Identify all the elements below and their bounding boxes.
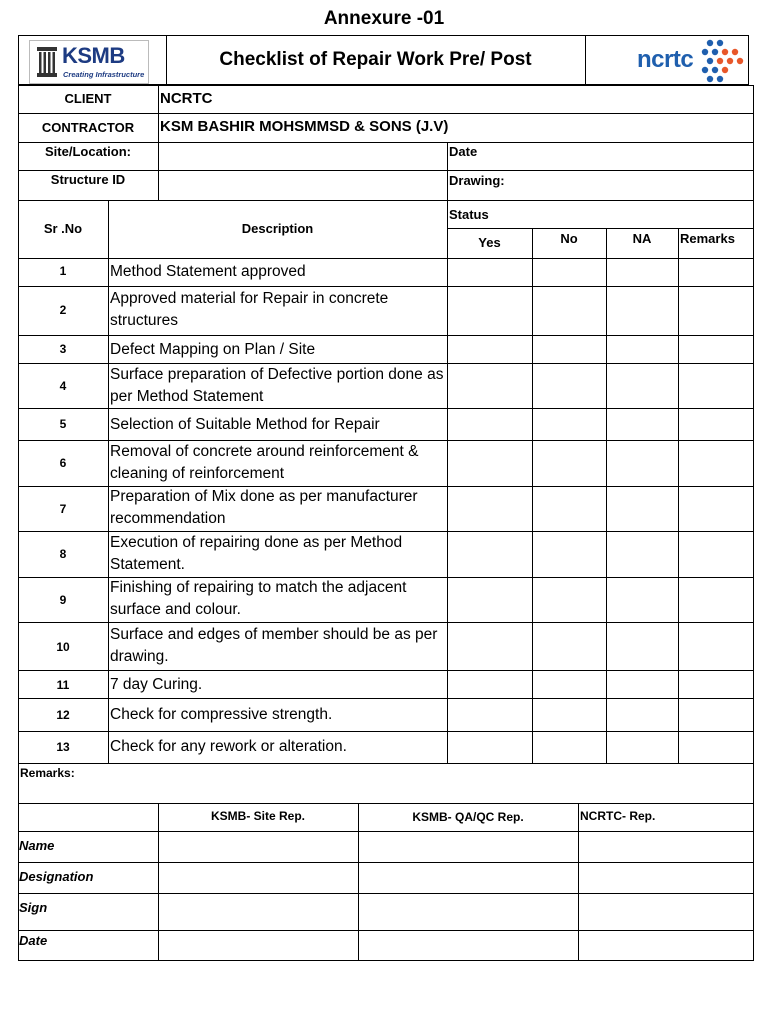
- ksmb-logo-cell: [19, 36, 167, 84]
- row-number: 13: [56, 740, 70, 754]
- row-number: 4: [59, 379, 67, 393]
- sr-no-header: Sr .No: [43, 221, 83, 236]
- structure-id-label: Structure ID: [50, 172, 126, 187]
- ksmb-logo-text: KSMB: [62, 43, 125, 68]
- ksmb-site-rep-header: KSMB- Site Rep.: [210, 809, 305, 823]
- status-yes-header: Yes: [478, 235, 501, 250]
- status-na-header: NA: [632, 231, 652, 246]
- status-no-header: No: [560, 231, 578, 246]
- status-remarks-header: Remarks: [680, 231, 735, 246]
- site-location-label: Site/Location:: [45, 144, 131, 159]
- row-description: Approved material for Repair in concrete structures: [110, 290, 389, 329]
- row-description: Defect Mapping on Plan / Site: [110, 341, 316, 358]
- contractor-value: KSM BASHIR MOHSMMSD & SONS (J.V): [160, 118, 449, 135]
- date-label: Date: [449, 144, 478, 159]
- row-number: 3: [59, 342, 67, 356]
- row-description: Surface preparation of Defective portion done as per Method Statement: [110, 366, 444, 405]
- client-value: NCRTC: [160, 90, 213, 107]
- ksmb-tagline: Creating Infrastructure: [63, 70, 145, 79]
- client-label: CLIENT: [64, 91, 112, 106]
- ncrtc-logo-cell: [585, 36, 748, 84]
- form-title: Checklist of Repair Work Pre/ Post: [166, 36, 586, 84]
- row-number: 1: [59, 264, 67, 278]
- contractor-label: CONTRACTOR: [41, 120, 135, 135]
- annexure-title: Annexure -01: [323, 8, 445, 29]
- remarks-label: Remarks:: [20, 766, 75, 780]
- signoff-sign-label: Sign: [19, 900, 48, 915]
- row-description: 7 day Curing.: [110, 676, 203, 693]
- row-number: 2: [59, 303, 67, 317]
- row-description: Check for compressive strength.: [110, 706, 333, 723]
- status-header: Status: [449, 207, 489, 222]
- row-description: Surface and edges of member should be as per drawing.: [110, 626, 438, 665]
- signoff-name-label: Name: [19, 838, 55, 853]
- row-number: 12: [56, 708, 70, 722]
- row-number: 9: [59, 593, 67, 607]
- signoff-date-label: Date: [19, 933, 48, 948]
- row-description: Method Statement approved: [110, 263, 306, 280]
- description-header: Description: [241, 221, 314, 236]
- ncrtc-logo-text: ncrtc: [637, 46, 694, 73]
- dots-icon: [700, 38, 752, 84]
- row-number: 7: [59, 502, 67, 516]
- ncrtc-rep-header: NCRTC- Rep.: [580, 809, 656, 823]
- row-number: 6: [59, 456, 67, 470]
- row-number: 8: [59, 547, 67, 561]
- row-number: 11: [56, 678, 70, 692]
- row-description: Selection of Suitable Method for Repair: [110, 416, 380, 433]
- drawing-label: Drawing:: [449, 173, 505, 188]
- pillar-icon: [36, 46, 58, 78]
- row-description: Check for any rework or alteration.: [110, 738, 347, 755]
- row-description: Execution of repairing done as per Method Statement.: [110, 534, 403, 573]
- row-description: Finishing of repairing to match the adjacent surface and colour.: [110, 579, 407, 618]
- row-number: 10: [56, 640, 70, 654]
- row-description: Removal of concrete around reinforcement & cleaning of reinforcement: [110, 443, 419, 482]
- form-header: [18, 35, 749, 85]
- ksmb-qaqc-rep-header: KSMB- QA/QC Rep.: [412, 810, 524, 824]
- signoff-designation-label: Designation: [19, 869, 94, 884]
- row-number: 5: [59, 417, 67, 431]
- ksmb-logo: [29, 40, 149, 84]
- row-description: Preparation of Mix done as per manufacturer recommendation: [110, 488, 418, 527]
